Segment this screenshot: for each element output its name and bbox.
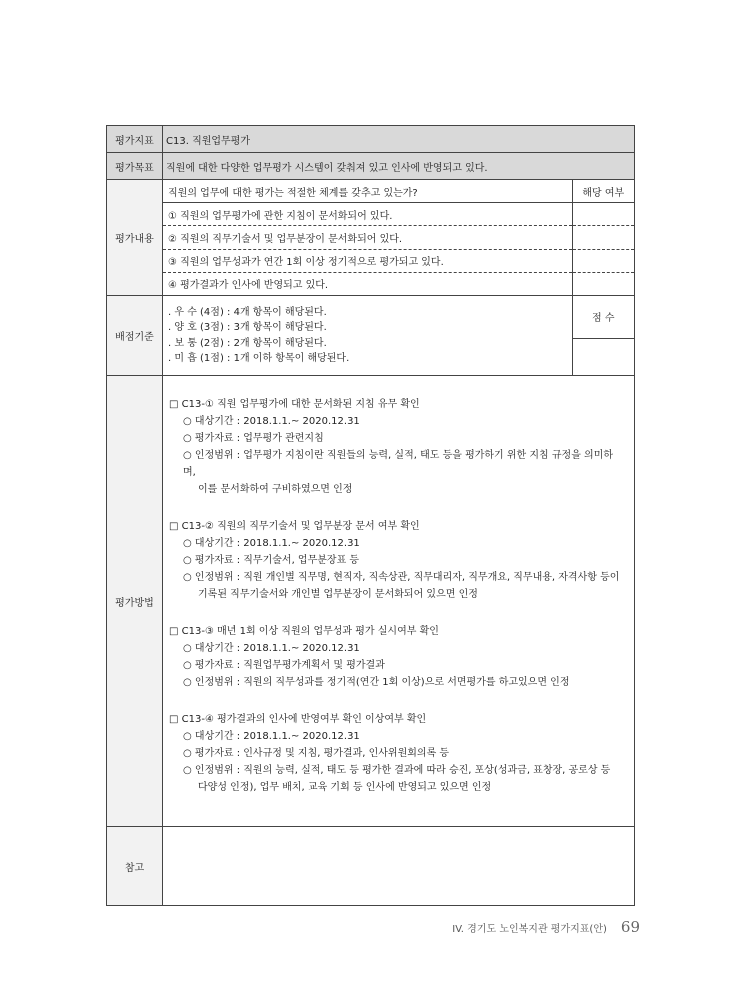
applicable-cell-2 [572,226,634,249]
note-row [107,827,635,906]
goal-value: 직원에 대한 다양한 업무평가 시스템이 갖춰져 있고 인사에 반영되고 있다. [163,153,635,180]
method-section-title: □ C13-③ 매년 1회 이상 직원의 업무성과 평가 실시여부 확인 [169,626,439,637]
method-section-title: □ C13-① 직원 업무평가에 대한 문서화된 지침 유무 확인 [169,399,420,410]
method-section-2 [169,518,622,603]
method-item: ○ 평가자료 : 직무기술서, 업무분장표 등 [183,555,360,566]
footer-text: IV. 경기도 노인복지관 평가지표(안) [452,924,607,935]
method-section-3 [169,623,622,691]
method-item: ○ 인정범위 : 직원의 직무성과를 정기적(연간 1회 이상)으로 서면평가를 하고있으면 인정 [183,677,570,688]
method-item: ○ 평가자료 : 인사규정 및 지침, 평가결과, 인사위원회의록 등 [183,748,450,759]
content-item-row [163,203,634,226]
content-item-3: ③ 직원의 업무성과가 연간 1회 이상 정기적으로 평가되고 있다. [163,249,572,272]
content-cell [163,180,635,296]
method-item: ○ 인정범위 : 업무평가 지침이란 직원들의 능력, 실적, 태도 등을 평가하기 위한 지침 규정을 의미하며, [183,450,614,478]
applicable-cell-4 [572,272,634,295]
method-item-continuation: 이를 문서화하여 구비하였으면 인정 [198,484,353,495]
applicable-cell-1 [572,203,634,226]
applicable-cell-3 [572,249,634,272]
content-item-4: ④ 평가결과가 인사에 반영되고 있다. [168,280,329,292]
goal-row [107,153,635,180]
applicable-header: 해당 여부 [572,180,634,203]
note-value [163,827,635,906]
score-criteria [163,296,572,375]
method-section-1 [169,396,622,498]
score-line-3: . 보 통 (2점) : 2개 항목이 해당된다. [168,337,327,349]
goal-label: 평가목표 [107,153,163,180]
method-item: ○ 평가자료 : 직원업무평가계획서 및 평가결과 [183,660,385,671]
content-label: 평가내용 [107,180,163,296]
content-item-row [163,226,634,249]
method-item: ○ 대상기간 : 2018.1.1.~ 2020.12.31 [183,731,360,742]
evaluation-table [106,125,635,906]
score-inner-table [163,296,634,375]
content-question-row [163,180,634,203]
method-item: ○ 대상기간 : 2018.1.1.~ 2020.12.31 [183,416,360,427]
score-line-2: . 양 호 (3점) : 3개 항목이 해당된다. [168,322,327,333]
method-item-continuation: 다양성 인정), 업무 배치, 교육 기회 등 인사에 반영되고 있으면 인정 [198,782,492,793]
content-item-row [163,272,634,295]
score-row [107,296,635,376]
method-label: 평가방법 [107,376,163,827]
method-item: ○ 대상기간 : 2018.1.1.~ 2020.12.31 [183,643,360,654]
content-inner-table [163,180,634,295]
indicator-label: 평가지표 [107,126,163,153]
method-section-title: □ C13-② 직원의 직무기술서 및 업무분장 문서 여부 확인 [169,521,420,532]
content-item-1: ① 직원의 업무평가에 관한 지침이 문서화되어 있다. [163,203,572,226]
indicator-row [107,126,635,153]
score-label: 배점기준 [107,296,163,376]
method-section-title: □ C13-④ 평가결과의 인사에 반영여부 확인 이상여부 확인 [169,714,427,725]
score-line-1: . 우 수 (4점) : 4개 항목이 해당된다. [168,306,327,318]
score-cell [163,296,635,376]
score-line-4: . 미 흡 (1점) : 1개 이하 항목이 해당된다. [168,353,350,364]
score-header: 점 수 [572,296,634,338]
method-item: ○ 인정범위 : 직원의 능력, 실적, 태도 등 평가한 결과에 따라 승진, 포상(성과금, 표창장, 공로상 등 [183,765,611,776]
content-question: 직원의 업무에 대한 평가는 적절한 체계를 갖추고 있는가? [163,180,572,203]
method-cell [163,376,635,827]
method-row [107,376,635,827]
method-item: ○ 인정범위 : 직원 개인별 직무명, 현직자, 직속상관, 직무대리자, 직무개요, 직무내용, 자격사항 등이 [183,572,620,583]
content-row [107,180,635,296]
method-item-continuation: 기록된 직무기술서와 개인별 업무분장이 문서화되어 있으면 인정 [198,589,478,600]
score-value-cell [572,338,634,375]
page-number: 69 [620,918,640,936]
content-item-2: ② 직원의 직무기술서 및 업무분장이 문서화되어 있다. [163,226,572,249]
content-item-row [163,249,634,272]
method-item: ○ 평가자료 : 업무평가 관련지침 [183,433,324,444]
page-footer [440,918,640,942]
note-label: 참고 [107,827,163,906]
method-item: ○ 대상기간 : 2018.1.1.~ 2020.12.31 [183,538,360,549]
method-section-4 [169,711,622,796]
indicator-value: C13. 직원업무평가 [163,126,635,153]
